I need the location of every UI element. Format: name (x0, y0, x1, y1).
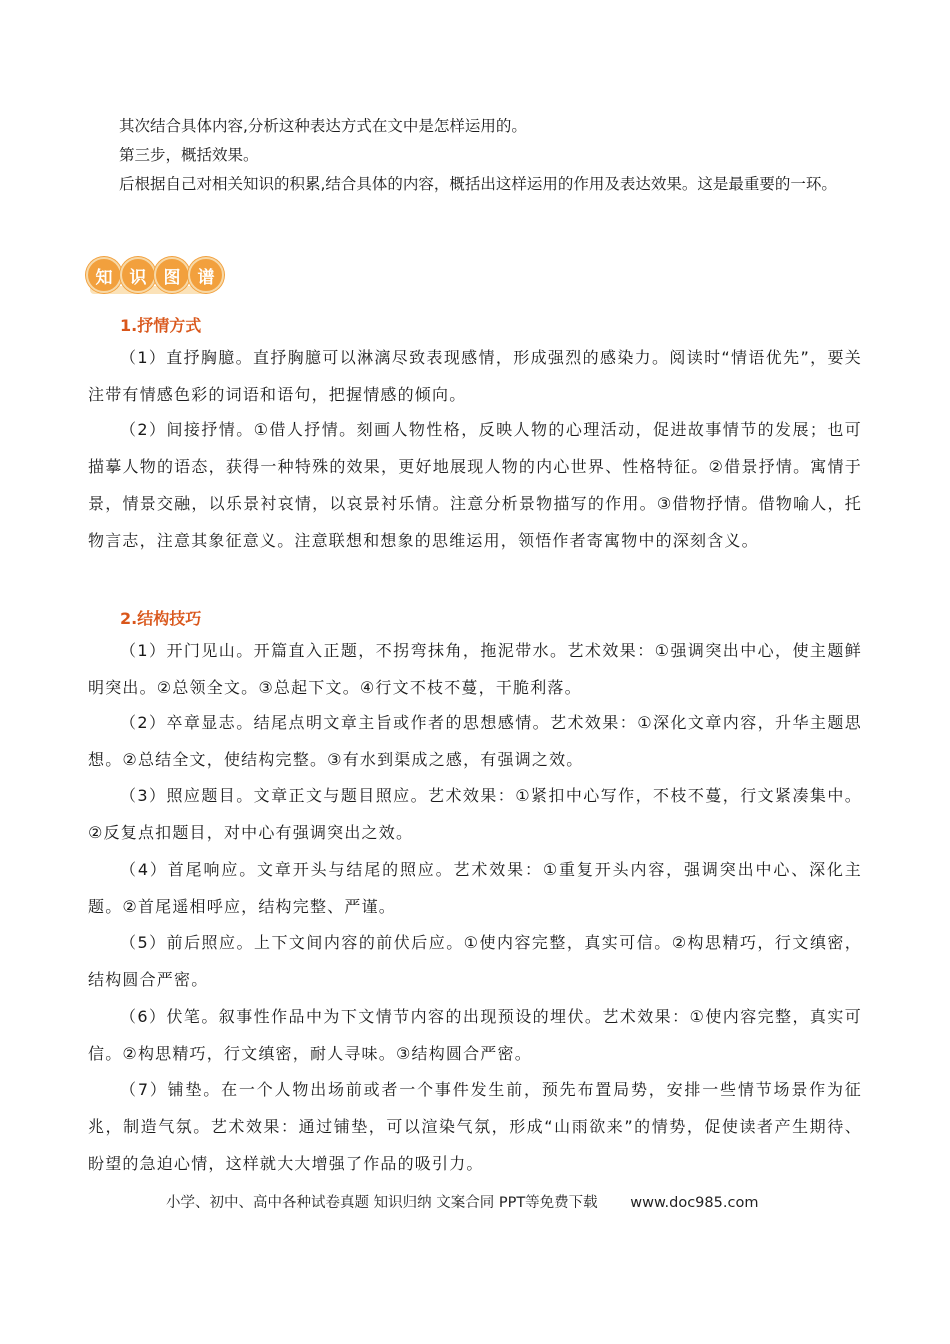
paragraph: （2）卒章显志。结尾点明文章主旨或作者的思想感情。艺术效果：①深化文章内容，升华主题思想。②总结全文，使结构完整。③有水到渠成之感，有强调之效。 (88, 713, 862, 769)
paragraph: （6）伏笔。叙事性作品中为下文情节内容的出现预设的埋伏。艺术效果：①使内容完整，真实可信。②构思精巧，行文缜密，耐人寻味。③结构圆合严密。 (88, 1007, 862, 1063)
paragraph: （1）开门见山。开篇直入正题，不拐弯抹角，拖泥带水。艺术效果：①强调突出中心，使主题鲜明突出。②总领全文。③总起下文。④行文不枝不蔓，干脆利落。 (88, 641, 862, 697)
badge-char: 谱 (188, 257, 224, 293)
paragraph: （5）前后照应。上下文间内容的前伏后应。①使内容完整，真实可信。②构思精巧，行文缜密，结构圆合严密。 (88, 933, 862, 989)
page-footer (166, 1191, 758, 1212)
paragraph: （3）照应题目。文章正文与题目照应。艺术效果：①紧扣中心写作，不枝不蔓，行文紧凑集中。②反复点扣题目，对中心有强调突出之效。 (88, 786, 862, 842)
section-title-structure-techniques: 2.结构技巧 (120, 609, 202, 628)
intro-line-1: 其次结合具体内容,分析这种表达方式在文中是怎样运用的。 (119, 117, 527, 135)
paragraph: （7）铺垫。在一个人物出场前或者一个事件发生前，预先布置局势，安排一些情节场景作为征兆，制造气氛。艺术效果：通过铺垫，可以渲染气氛，形成“山雨欲来”的情势，促使读者产生期待、盼望的急迫心情，这样就大大增强了作品的吸引力。 (88, 1080, 862, 1173)
paragraph: （1）直抒胸臆。直抒胸臆可以淋漓尽致表现感情，形成强烈的感染力。阅读时“情语优先”，要关注带有情感色彩的词语和语句，把握情感的倾向。 (88, 348, 862, 404)
section-title-lyric-methods: 1.抒情方式 (120, 316, 202, 335)
knowledge-map-badge (86, 255, 222, 295)
intro-text (88, 112, 868, 199)
footer-text: 小学、初中、高中各种试卷真题 知识归纳 文案合同 PPT等免费下载 (166, 1195, 598, 1211)
badge-char: 识 (120, 257, 156, 293)
intro-line-2: 第三步，概括效果。 (119, 146, 259, 164)
paragraph: （4）首尾响应。文章开头与结尾的照应。艺术效果：①重复开头内容，强调突出中心、深化主题。②首尾遥相呼应，结构完整、严谨。 (88, 860, 862, 916)
footer-url[interactable]: www.doc985.com (630, 1195, 759, 1211)
badge-char: 图 (154, 257, 190, 293)
intro-line-3: 后根据自己对相关知识的积累,结合具体的内容，概括出这样运用的作用及表达效果。这是最重要的一环。 (119, 175, 837, 193)
paragraph: （2）间接抒情。①借人抒情。刻画人物性格，反映人物的心理活动，促进故事情节的发展；也可描摹人物的语态，获得一种特殊的效果，更好地展现人物的内心世界、性格特征。②借景抒情。寓情于景，情景交融，以乐景衬哀情，以哀景衬乐情。注意分析景物描写的作用。③借物抒情。借物喻人，托物言志，注意其象征意义。注意联想和想象的思维运用，领悟作者寄寓物中的深刻含义。 (88, 420, 862, 550)
badge-char: 知 (86, 257, 122, 293)
